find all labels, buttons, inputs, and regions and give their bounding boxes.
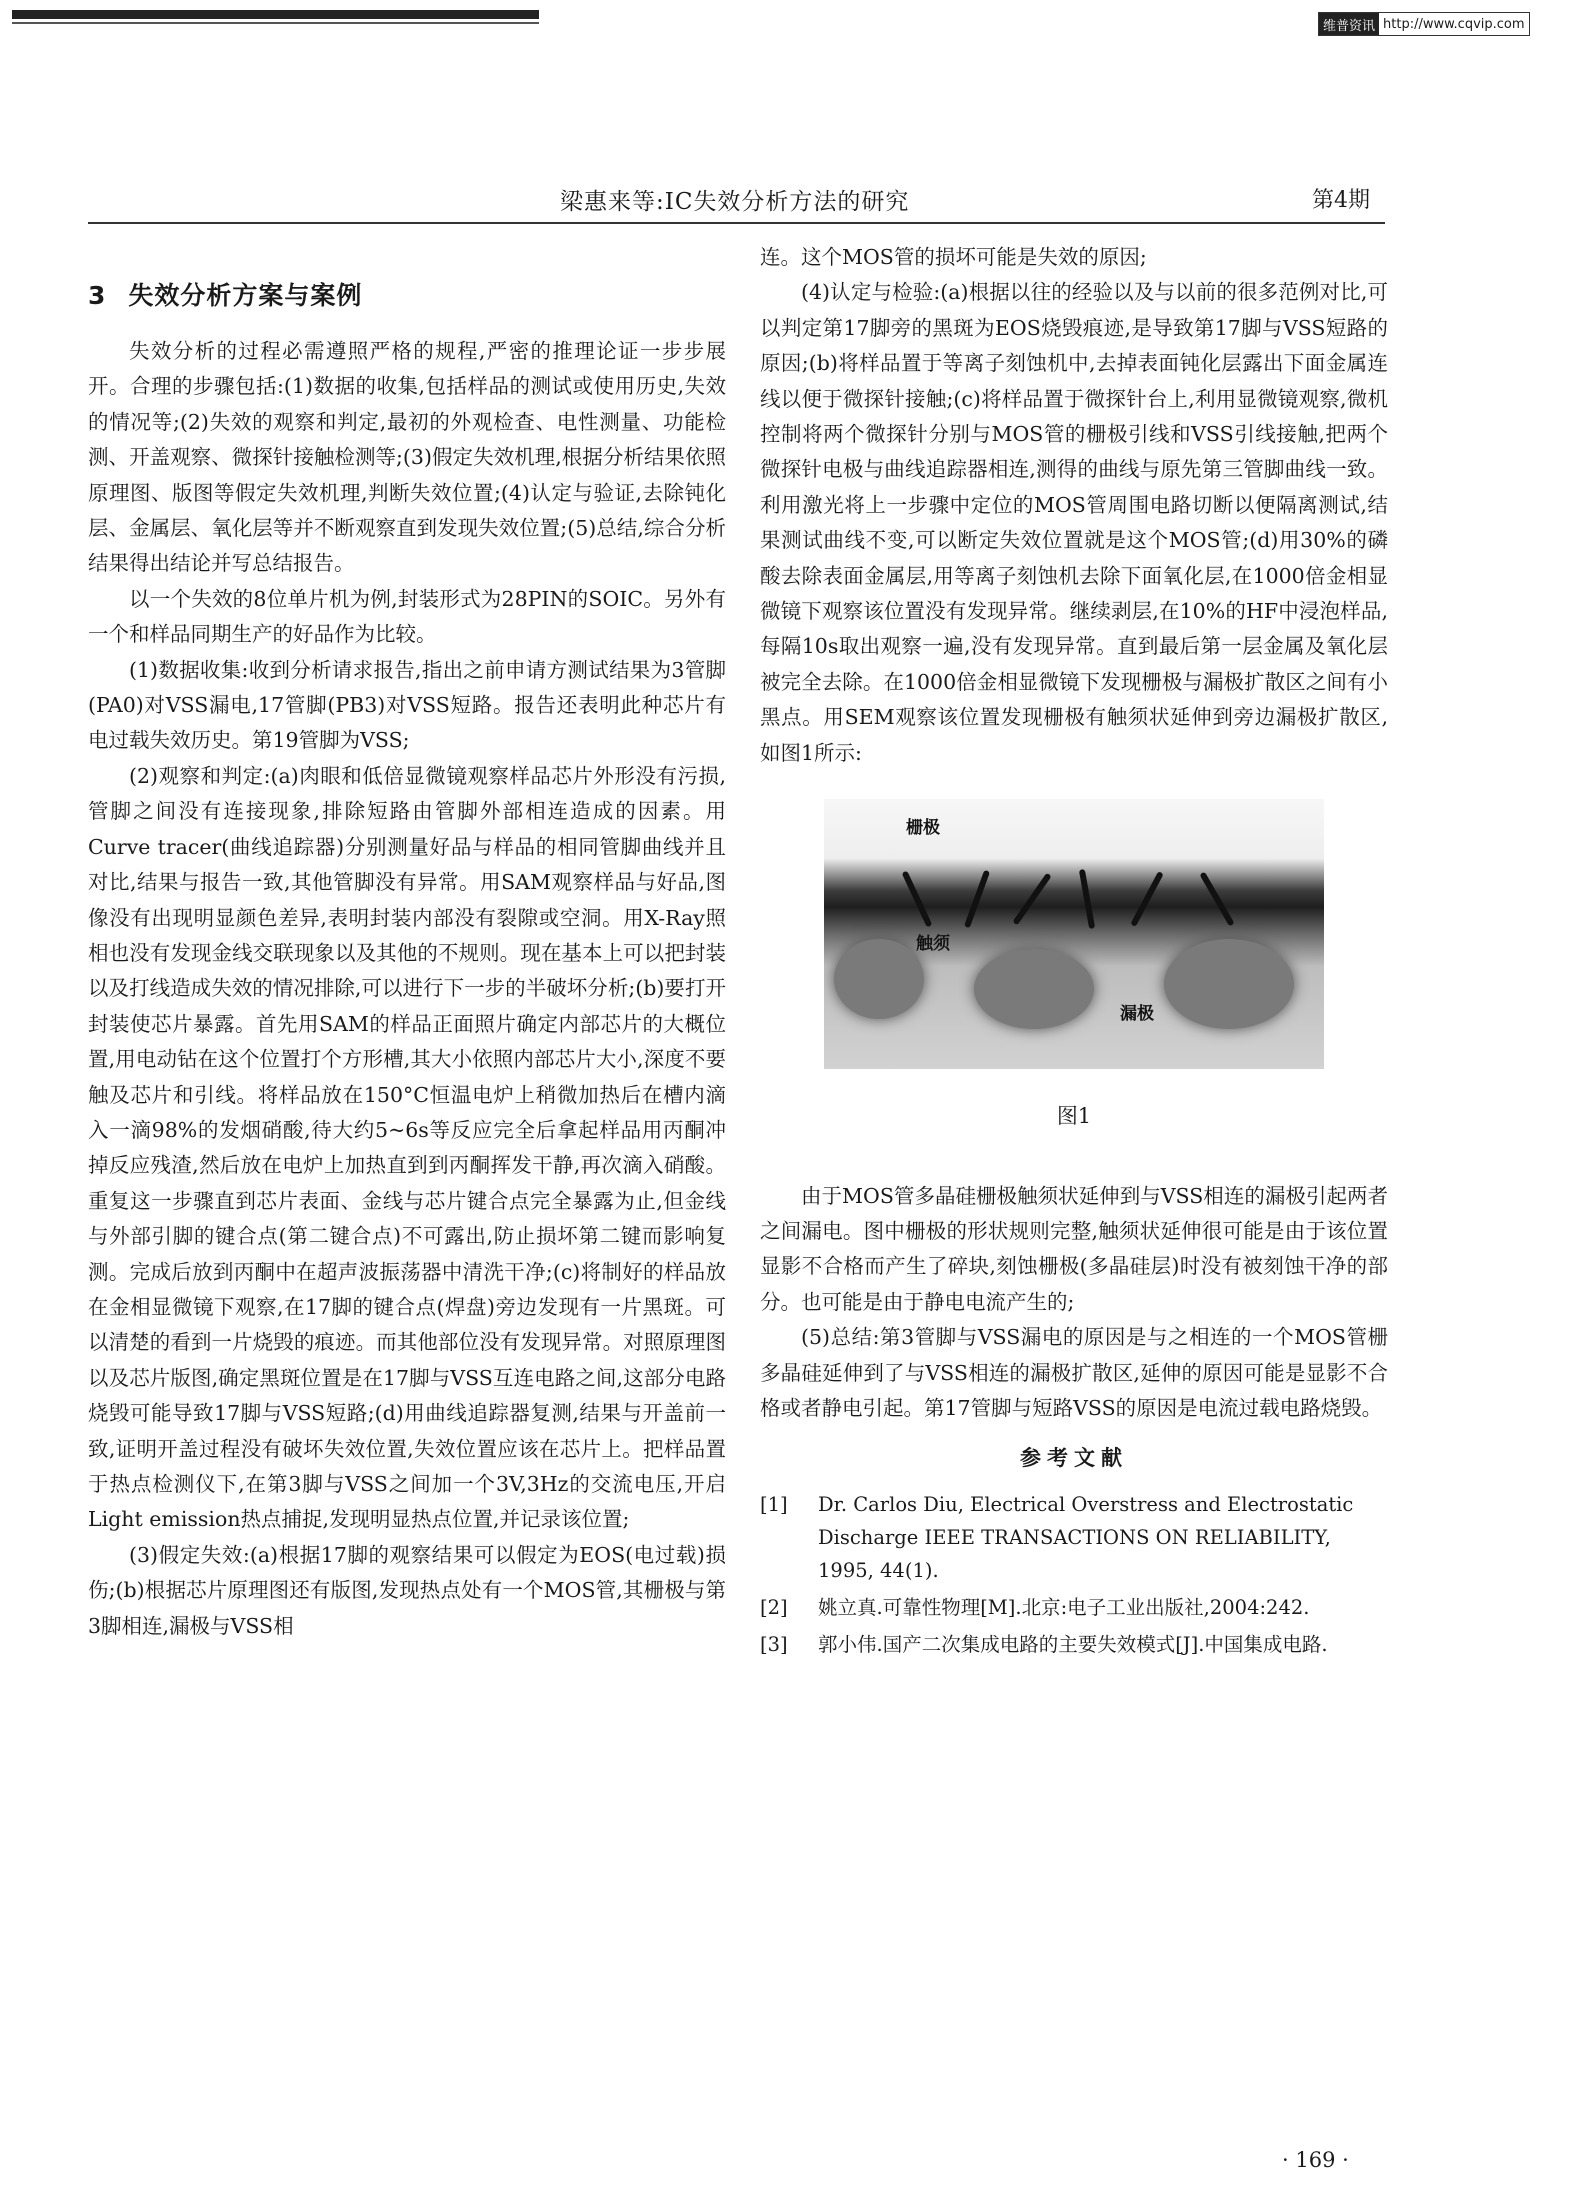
references-heading: 参考文献	[1020, 1445, 1128, 1471]
figure-caption: 图1	[1056, 1104, 1092, 1129]
figure-label-drain: 漏极	[1120, 1004, 1154, 1025]
paragraph: 由于MOS管多晶硅栅极触须状延伸到与VSS相连的漏极引起两者之间漏电。图中栅极的形状规则完整,触须状延伸很可能是由于该位置显影不合格而产生了碎块,刻蚀栅极(多晶硅层)时没有被刻蚀干净的部分。也可能是由于静电电流产生的;	[760, 1183, 1388, 1314]
left-column	[88, 280, 726, 1644]
cqvip-brand: 维普资讯	[1319, 13, 1379, 35]
reference-number: [1]	[760, 1492, 788, 1516]
running-head-title: 梁惠来等:IC失效分析方法的研究	[560, 189, 910, 215]
figure-whisker-mark	[1130, 871, 1163, 927]
section-title: 失效分析方案与案例	[128, 281, 363, 310]
reference-item	[760, 1628, 1388, 1661]
paragraph-continuation: 连。这个MOS管的损坏可能是失效的原因;	[760, 245, 1147, 269]
figure-diffusion-blob	[834, 939, 924, 1019]
reference-text: 郭小伟.国产二次集成电路的主要失效模式[J].中国集成电路.	[818, 1632, 1328, 1656]
section-number: 3	[88, 281, 107, 310]
paragraph: 以一个失效的8位单片机为例,封装形式为28PIN的SOIC。另外有一个和样品同期生产的好品作为比较。	[88, 586, 726, 647]
figure-whisker-mark	[1199, 872, 1234, 927]
right-column	[760, 240, 1388, 1665]
reference-item	[760, 1488, 1388, 1587]
cqvip-watermark[interactable]	[1318, 12, 1530, 36]
reference-item	[760, 1591, 1388, 1624]
page-number: · 169 ·	[1282, 2148, 1349, 2172]
figure-label-whisker: 触须	[916, 934, 950, 955]
figure-whisker-mark	[964, 870, 990, 928]
figure-label-gate: 栅极	[906, 818, 940, 839]
top-black-bar	[12, 10, 539, 19]
figure-diffusion-blob	[974, 949, 1094, 1029]
section-heading	[88, 280, 726, 312]
sem-figure	[824, 799, 1324, 1069]
reference-text: Dr. Carlos Diu, Electrical Overstress and Electrostatic Discharge IEEE TRANSACTIONS ON RELIABILITY, 1995, 44(1).	[818, 1492, 1354, 1582]
reference-text: 姚立真.可靠性物理[M].北京:电子工业出版社,2004:242.	[818, 1595, 1310, 1619]
top-thin-rule	[12, 22, 539, 24]
paragraph: (5)总结:第3管脚与VSS漏电的原因是与之相连的一个MOS管栅多晶硅延伸到了与VSS相连的漏极扩散区,延伸的原因可能是显影不合格或者静电引起。第17管脚与短路VSS的原因是电流过载电路烧毁。	[760, 1325, 1388, 1420]
running-head-issue: 第4期	[1312, 188, 1370, 213]
figure-whisker-mark	[1012, 873, 1051, 926]
figure-whisker-mark	[902, 871, 933, 928]
figure-diffusion-blob	[1164, 939, 1294, 1029]
cqvip-url[interactable]: http://www.cqvip.com	[1383, 16, 1525, 32]
paragraph: (1)数据收集:收到分析请求报告,指出之前申请方测试结果为3管脚(PA0)对VSS漏电,17管脚(PB3)对VSS短路。报告还表明此种芯片有电过载失效历史。第19管脚为VSS;	[88, 657, 726, 753]
paragraph: 失效分析的过程必需遵照严格的规程,严密的推理论证一步步展开。合理的步骤包括:(1)数据的收集,包括样品的测试或使用历史,失效的情况等;(2)失效的观察和判定,最初的外观检查、电性测量、功能检测、开盖观察、微探针接触检测等;(3)假定失效机理,根据分析结果依照原理图、版图等假定失效机理,判断失效位置;(4)认定与验证,去除钝化层、金属层、氧化层等并不断观察直到发现失效位置;(5)总结,综合分析结果得出结论并写总结报告。	[88, 339, 726, 576]
paragraph: (2)观察和判定:(a)肉眼和低倍显微镜观察样品芯片外形没有污损,管脚之间没有连接现象,排除短路由管脚外部相连造成的因素。用Curve tracer(曲线追踪器)分别测量好品与样品的相同管脚曲线并且对比,结果与报告一致,其他管脚没有异常。用SAM观察样品与好品,图像没有出现明显颜色差异,表明封装内部没有裂隙或空洞。用X-Ray照相也没有发现金线交联现象以及其他的不规则。现在基本上可以把封装以及打线造成失效的情况排除,可以进行下一步的半破坏分析;(b)要打开封装使芯片暴露。首先用SAM的样品正面照片确定内部芯片的大概位置,用电动钻在这个位置打个方形槽,其大小依照内部芯片大小,深度不要触及芯片和引线。将样品放在150°C恒温电炉上稍微加热后在槽内滴入一滴98%的发烟硝酸,待大约5~6s等反应完全后拿起样品用丙酮冲掉反应残渣,然后放在电炉上加热直到到丙酮挥发干静,再次滴入硝酸。重复这一步骤直到芯片表面、金线与芯片键合点完全暴露为止,但金线与外部引脚的键合点(第二键合点)不可露出,防止损坏第二键而影响复测。完成后放到丙酮中在超声波振荡器中清洗干净;(c)将制好的样品放在金相显微镜下观察,在17脚的键合点(焊盘)旁边发现有一片黑斑。可以清楚的看到一片烧毁的痕迹。而其他部位没有发现异常。对照原理图以及芯片版图,确定黑斑位置是在17脚与VSS互连电路之间,这部分电路烧毁可能导致17脚与VSS短路;(d)用曲线追踪器复测,结果与开盖前一致,证明开盖过程没有破坏失效位置,失效位置应该在芯片上。把样品置于热点检测仪下,在第3脚与VSS之间加一个3V,3Hz的交流电压,开启Light emission热点捕捉,发现明显热点位置,并记录该位置;	[88, 763, 726, 1532]
paragraph: (4)认定与检验:(a)根据以往的经验以及与以前的很多范例对比,可以判定第17脚旁的黑斑为EOS烧毁痕迹,是导致第17脚与VSS短路的原因;(b)将样品置于等离子刻蚀机中,去掉表面钝化层露出下面金属连线以便于微探针接触;(c)将样品置于微探针台上,利用显微镜观察,微机控制将两个微探针分别与MOS管的栅极引线和VSS引线接触,把两个微探针电极与曲线追踪器相连,测得的曲线与原先第三管脚曲线一致。利用激光将上一步骤中定位的MOS管周围电路切断以便隔离测试,结果测试曲线不变,可以断定失效位置就是这个MOS管;(d)用30%的磷酸去除表面金属层,用等离子刻蚀机去除下面氧化层,在1000倍金相显微镜下观察该位置没有发现异常。继续剥层,在10%的HF中浸泡样品,每隔10s取出观察一遍,没有发现异常。直到最后第一层金属及氧化层被完全去除。在1000倍金相显微镜下发现栅极与漏极扩散区之间有小黑点。用SEM观察该位置发现栅极有触须状延伸到旁边漏极扩散区,如图1所示:	[760, 280, 1388, 765]
figure-whisker-mark	[1079, 869, 1095, 929]
header-rule	[88, 222, 1385, 224]
reference-number: [3]	[760, 1632, 788, 1656]
paragraph: (3)假定失效:(a)根据17脚的观察结果可以假定为EOS(电过载)损伤;(b)根据芯片原理图还有版图,发现热点处有一个MOS管,其栅极与第3脚相连,漏极与VSS相	[88, 1542, 726, 1638]
reference-number: [2]	[760, 1595, 788, 1619]
